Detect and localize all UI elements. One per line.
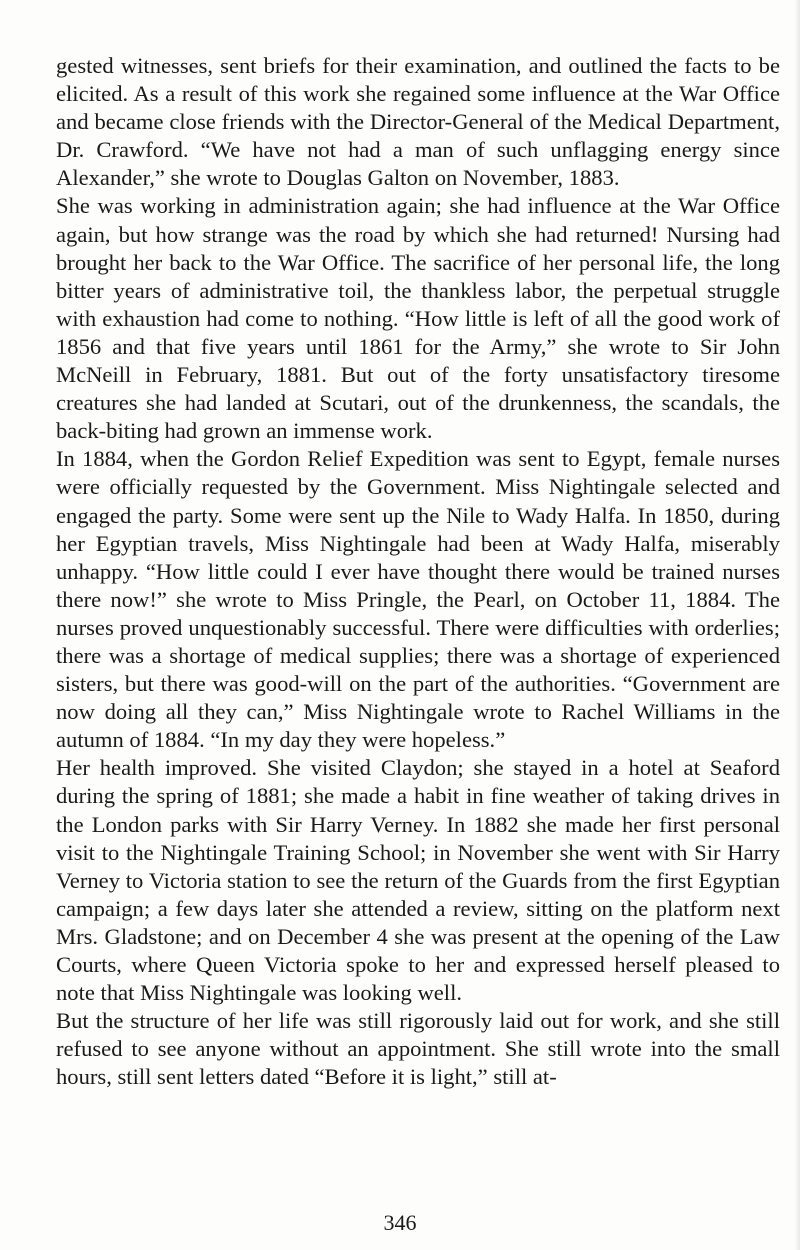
paragraph-3: In 1884, when the Gordon Relief Expedition was sent to Egypt, female nurses were officially requested by the Government. Miss Nightingale selected and engaged the party. Some were sent up the Nile to Wady Halfa. In 1850, during her Egyptian travels, Miss Nightingale had been at Wady Halfa, miserably unhappy. “How little could I ever have thought there would be trained nurses there now!” she wrote to Miss Pringle, the Pearl, on October 11, 1884. The nurses proved unquestionably successful. There were difficulties with orderlies; there was a shortage of medical supplies; there was a shortage of experienced sisters, but there was good-will on the part of the authorities. “Government are now doing all they can,” Miss Nightingale wrote to Rachel Williams in the autumn of 1884. “In my day they were hopeless.”: [56, 446, 780, 753]
paragraph-1: gested witnesses, sent briefs for their examination, and outlined the facts to be elicited. As a result of this work she regained some influence at the War Office and became close friends with the Director-General of the Medical Department, Dr. Crawford. “We have not had a man of such unflagging energy since Alexander,” she wrote to Douglas Galton on November, 1883.: [56, 53, 780, 191]
body-text: [56, 52, 780, 1091]
page-edge-shadow: [794, 0, 800, 1250]
paragraph-5: But the structure of her life was still rigorously laid out for work, and she still refused to see anyone without an appointment. She still wrote into the small hours, still sent letters dated “Before it is light,” still at-: [56, 1008, 780, 1090]
page-number: 346: [383, 1210, 417, 1235]
paragraph-4: Her health improved. She visited Claydon; she stayed in a hotel at Seaford during the spring of 1881; she made a habit in fine weather of taking drives in the London parks with Sir Harry Verney. In 1882 she made her first personal visit to the Nightingale Training School; in November she went with Sir Harry Verney to Victoria station to see the return of the Guards from the first Egyptian campaign; a few days later she attended a review, sitting on the platform next Mrs. Gladstone; and on December 4 she was present at the opening of the Law Courts, where Queen Victoria spoke to her and expressed herself pleased to note that Miss Nightingale was looking well.: [56, 755, 780, 1006]
paragraph-2: She was working in administration again; she had influence at the War Office again, but how strange was the road by which she had returned! Nursing had brought her back to the War Office. The sacrifice of her personal life, the long bitter years of administrative toil, the thankless labor, the perpetual struggle with exhaustion had come to nothing. “How little is left of all the good work of 1856 and that five years until 1861 for the Army,” she wrote to Sir John McNeill in February, 1881. But out of the forty unsatisfactory tiresome creatures she had landed at Scutari, out of the drunkenness, the scandals, the back-biting had grown an immense work.: [56, 193, 780, 444]
